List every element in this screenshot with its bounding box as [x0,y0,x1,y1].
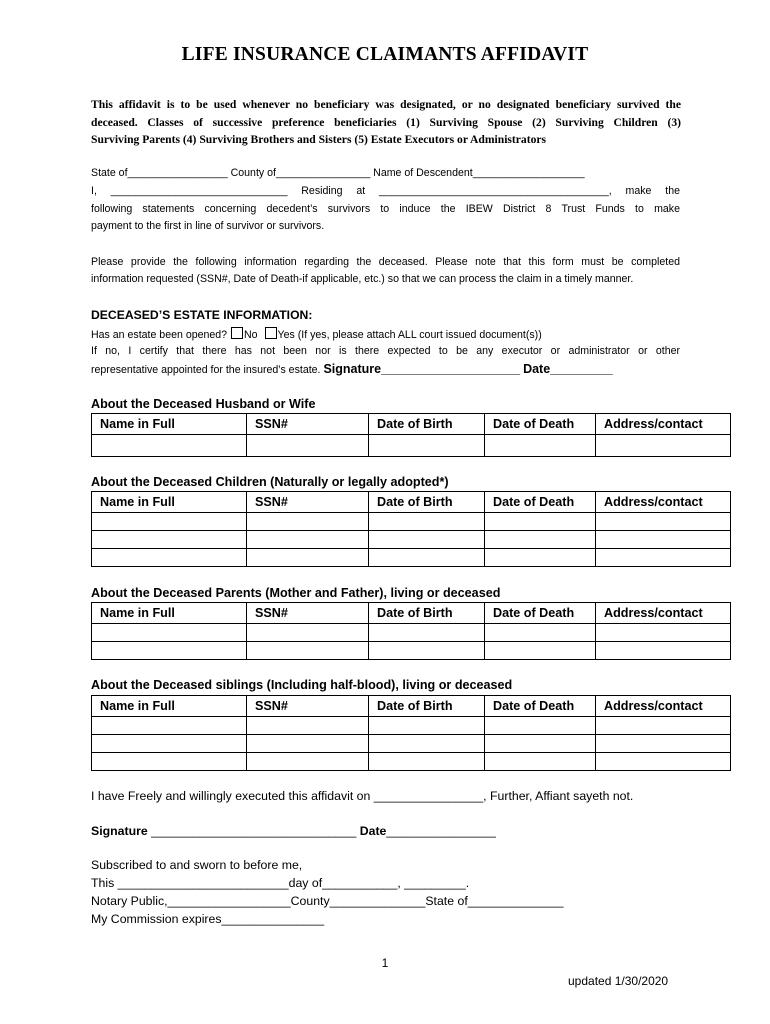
table-row [92,735,731,753]
cell-input[interactable] [369,549,485,567]
table-row [92,717,731,735]
cell-input[interactable] [247,513,369,531]
cell-input[interactable] [596,642,731,660]
intro-line: Surviving Parents (4) Surviving Brothers and Sisters (5) Estate Executors or Administrators [91,133,547,146]
cell-input[interactable] [369,531,485,549]
notary-line-3[interactable]: Notary Public,__________________County______________State of______________ [91,894,564,908]
cell-input[interactable] [369,753,485,771]
signature-field[interactable]: ______________________________ [147,824,360,838]
cell-input[interactable] [485,549,596,567]
cell-input[interactable] [485,624,596,642]
estate-date-field[interactable]: Date_________ [523,362,613,376]
statement-the: the [665,185,680,197]
table-row [92,642,731,660]
updated-date: updated 1/30/2020 [568,974,669,988]
col-address: Address/contact [596,603,731,624]
date-label: Date [359,824,387,838]
cell-input[interactable] [596,624,731,642]
table-row [92,513,731,531]
cell-input[interactable] [596,753,731,771]
table-row [92,549,731,567]
cell-input[interactable] [369,717,485,735]
notary-line-4[interactable]: My Commission expires_______________ [91,912,325,926]
cell-input[interactable] [92,642,247,660]
cell-input[interactable] [369,435,485,457]
affiant-name-field[interactable]: ______________________________ [110,185,288,197]
cell-input[interactable] [369,735,485,753]
cell-input[interactable] [92,549,247,567]
statement-line-2[interactable] [91,185,680,197]
cell-input[interactable] [596,531,731,549]
col-name: Name in Full [92,603,247,624]
col-address: Address/contact [596,414,731,435]
intro-paragraph [91,96,681,149]
col-ssn: SSN# [247,603,369,624]
cell-input[interactable] [92,531,247,549]
section-title-children: About the Deceased Children (Naturally or legally adopted*) [91,475,449,489]
statement-line-1[interactable]: State of_________________ County of________________ Name of Descendent___________________ [91,167,585,179]
section-title-siblings: About the Deceased siblings (Including half-blood), living or deceased [91,678,513,692]
cell-input[interactable] [485,513,596,531]
table-row [92,753,731,771]
estate-line-2: If no, I certify that there has not been nor is there expected to be any executor or administrator or other [91,345,680,357]
col-dod: Date of Death [485,414,596,435]
cell-input[interactable] [247,642,369,660]
statement-i: I, [91,185,97,197]
cell-input[interactable] [92,435,247,457]
intro-line: deceased. Classes of successive preference beneficiaries (1) Surviving Spouse (2) Surviving Children (3) [91,115,681,129]
section-title-parents: About the Deceased Parents (Mother and Father), living or deceased [91,586,501,600]
no-checkbox[interactable] [231,327,243,339]
cell-input[interactable] [247,624,369,642]
table-header-row [92,492,731,513]
children-table [91,491,731,567]
col-address: Address/contact [596,696,731,717]
col-name: Name in Full [92,696,247,717]
cell-input[interactable] [596,513,731,531]
notary-line-1: Subscribed to and sworn to before me, [91,858,303,872]
statement-residing: Residing [301,185,343,197]
table-row [92,624,731,642]
cell-input[interactable] [247,549,369,567]
table-row [92,531,731,549]
cell-input[interactable] [485,642,596,660]
page-title: LIFE INSURANCE CLAIMANTS AFFIDAVIT [181,44,589,65]
signature-label: Signature [91,824,148,838]
cell-input[interactable] [596,435,731,457]
yes-checkbox[interactable] [265,327,277,339]
col-dod: Date of Death [485,603,596,624]
instructions-line-1: Please provide the following information regarding the deceased. Please note that this form must be completed [91,256,680,268]
executed-statement[interactable]: I have Freely and willingly executed this affidavit on ________________, Further, Affiant sayeth not. [91,789,634,803]
cell-input[interactable] [369,624,485,642]
cell-input[interactable] [485,531,596,549]
siblings-table [91,695,731,771]
statement-at: at [356,185,366,197]
col-dob: Date of Birth [369,696,485,717]
yes-label: Yes (If yes, please attach ALL court issued document(s)) [277,329,542,341]
cell-input[interactable] [485,435,596,457]
cell-input[interactable] [485,717,596,735]
estate-line-3-row [91,362,680,376]
date-field[interactable]: ________________ [386,824,496,838]
col-dob: Date of Birth [369,603,485,624]
cell-input[interactable] [247,531,369,549]
cell-input[interactable] [485,753,596,771]
cell-input[interactable] [247,435,369,457]
residence-field[interactable]: _______________________________________, [378,185,612,197]
cell-input[interactable] [369,642,485,660]
col-dod: Date of Death [485,696,596,717]
cell-input[interactable] [247,735,369,753]
cell-input[interactable] [485,735,596,753]
spouse-table [91,413,731,457]
col-ssn: SSN# [247,492,369,513]
cell-input[interactable] [596,549,731,567]
page-number: 1 [381,956,389,970]
cell-input[interactable] [596,717,731,735]
col-dod: Date of Death [485,492,596,513]
cell-input[interactable] [92,717,247,735]
cell-input[interactable] [92,513,247,531]
col-ssn: SSN# [247,696,369,717]
instructions-line-2: information requested (SSN#, Date of Death-if applicable, etc.) so that we can process the claim in a timely manner. [91,273,634,285]
statement-line-3: following statements concerning decedent’s survivors to induce the IBEW District 8 Trust Funds to make [91,203,680,215]
cell-input[interactable] [369,513,485,531]
cell-input[interactable] [247,753,369,771]
notary-line-2[interactable]: This _________________________day of___________, _________. [91,876,470,890]
parents-table [91,602,731,660]
section-title-spouse: About the Deceased Husband or Wife [91,397,316,411]
estate-question: Has an estate been opened? [91,329,228,341]
estate-line-3: representative appointed for the insured’s estate. [91,364,321,376]
statement-line-4: payment to the first in line of survivor or survivors. [91,220,325,232]
col-address: Address/contact [596,492,731,513]
col-ssn: SSN# [247,414,369,435]
intro-line: This affidavit is to be used whenever no beneficiary was designated, or no designated beneficiary survived the [91,98,681,111]
estate-heading: DECEASED’S ESTATE INFORMATION: [91,308,313,322]
table-row [92,435,731,457]
col-name: Name in Full [92,492,247,513]
cell-input[interactable] [596,735,731,753]
cell-input[interactable] [92,624,247,642]
estate-signature-field[interactable]: Signature____________________ [323,362,521,376]
table-header-row [92,414,731,435]
no-label: No [244,329,258,341]
table-header-row [92,603,731,624]
cell-input[interactable] [247,717,369,735]
signature-row [91,824,496,838]
col-dob: Date of Birth [369,414,485,435]
cell-input[interactable] [92,753,247,771]
estate-question-row [91,327,680,341]
statement-make: make [625,185,652,197]
table-header-row [92,696,731,717]
cell-input[interactable] [92,735,247,753]
col-name: Name in Full [92,414,247,435]
col-dob: Date of Birth [369,492,485,513]
